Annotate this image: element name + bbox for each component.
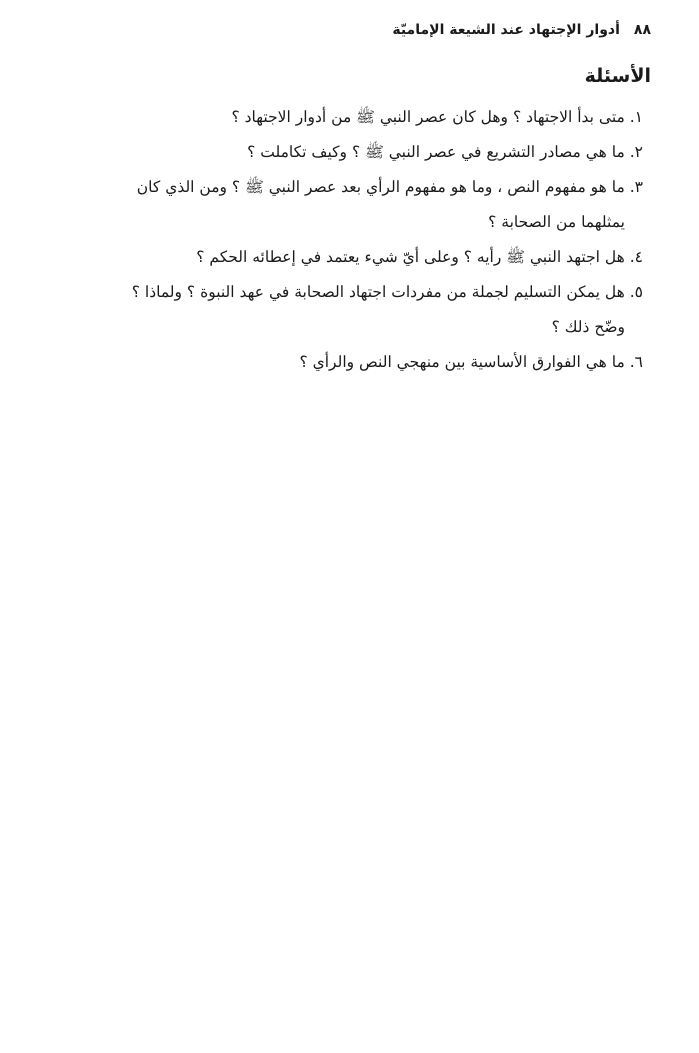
question-number: ٦. [629,353,643,371]
question-text: ما هي الفوارق الأساسية بين منهجي النص والرأي ؟ [299,353,630,371]
page-number: ٨٨ [633,22,651,38]
question-item-6 [68,345,651,380]
running-title: أدوار الإجتهاد عند الشيعة الإماميّة [392,22,620,38]
question-item-3 [68,170,651,240]
question-number: ٢. [629,143,643,161]
question-item-4 [68,240,651,275]
question-text: هل يمكن التسليم لجملة من مفردات اجتهاد الصحابة في عهد النبوة ؟ ولماذا ؟ [131,283,630,301]
question-text: متى بدأ الاجتهاد ؟ وهل كان عصر النبي ﷺ من أدوار الاجتهاد ؟ [231,108,630,126]
question-item-1 [68,100,651,135]
question-continuation: وضّح ذلك ؟ [551,318,625,336]
question-item-5 [68,275,651,345]
question-item-2 [68,135,651,170]
question-continuation: يمثلهما من الصحابة ؟ [488,213,625,231]
question-number: ٣. [629,178,643,196]
running-header [48,20,651,40]
question-number: ٥. [629,283,643,301]
question-text: ما هي مصادر التشريع في عصر النبي ﷺ ؟ وكيف تكاملت ؟ [247,143,630,161]
question-list [68,100,651,380]
question-number: ٤. [629,248,643,266]
question-text: ما هو مفهوم النص ، وما هو مفهوم الرأي بعد عصر النبي ﷺ ؟ ومن الذي كان [136,178,630,196]
section-heading: الأسئلة [584,65,651,87]
question-text: هل اجتهد النبي ﷺ رأيه ؟ وعلى أيّ شيء يعتمد في إعطائه الحكم ؟ [196,248,630,266]
question-number: ١. [629,108,643,126]
